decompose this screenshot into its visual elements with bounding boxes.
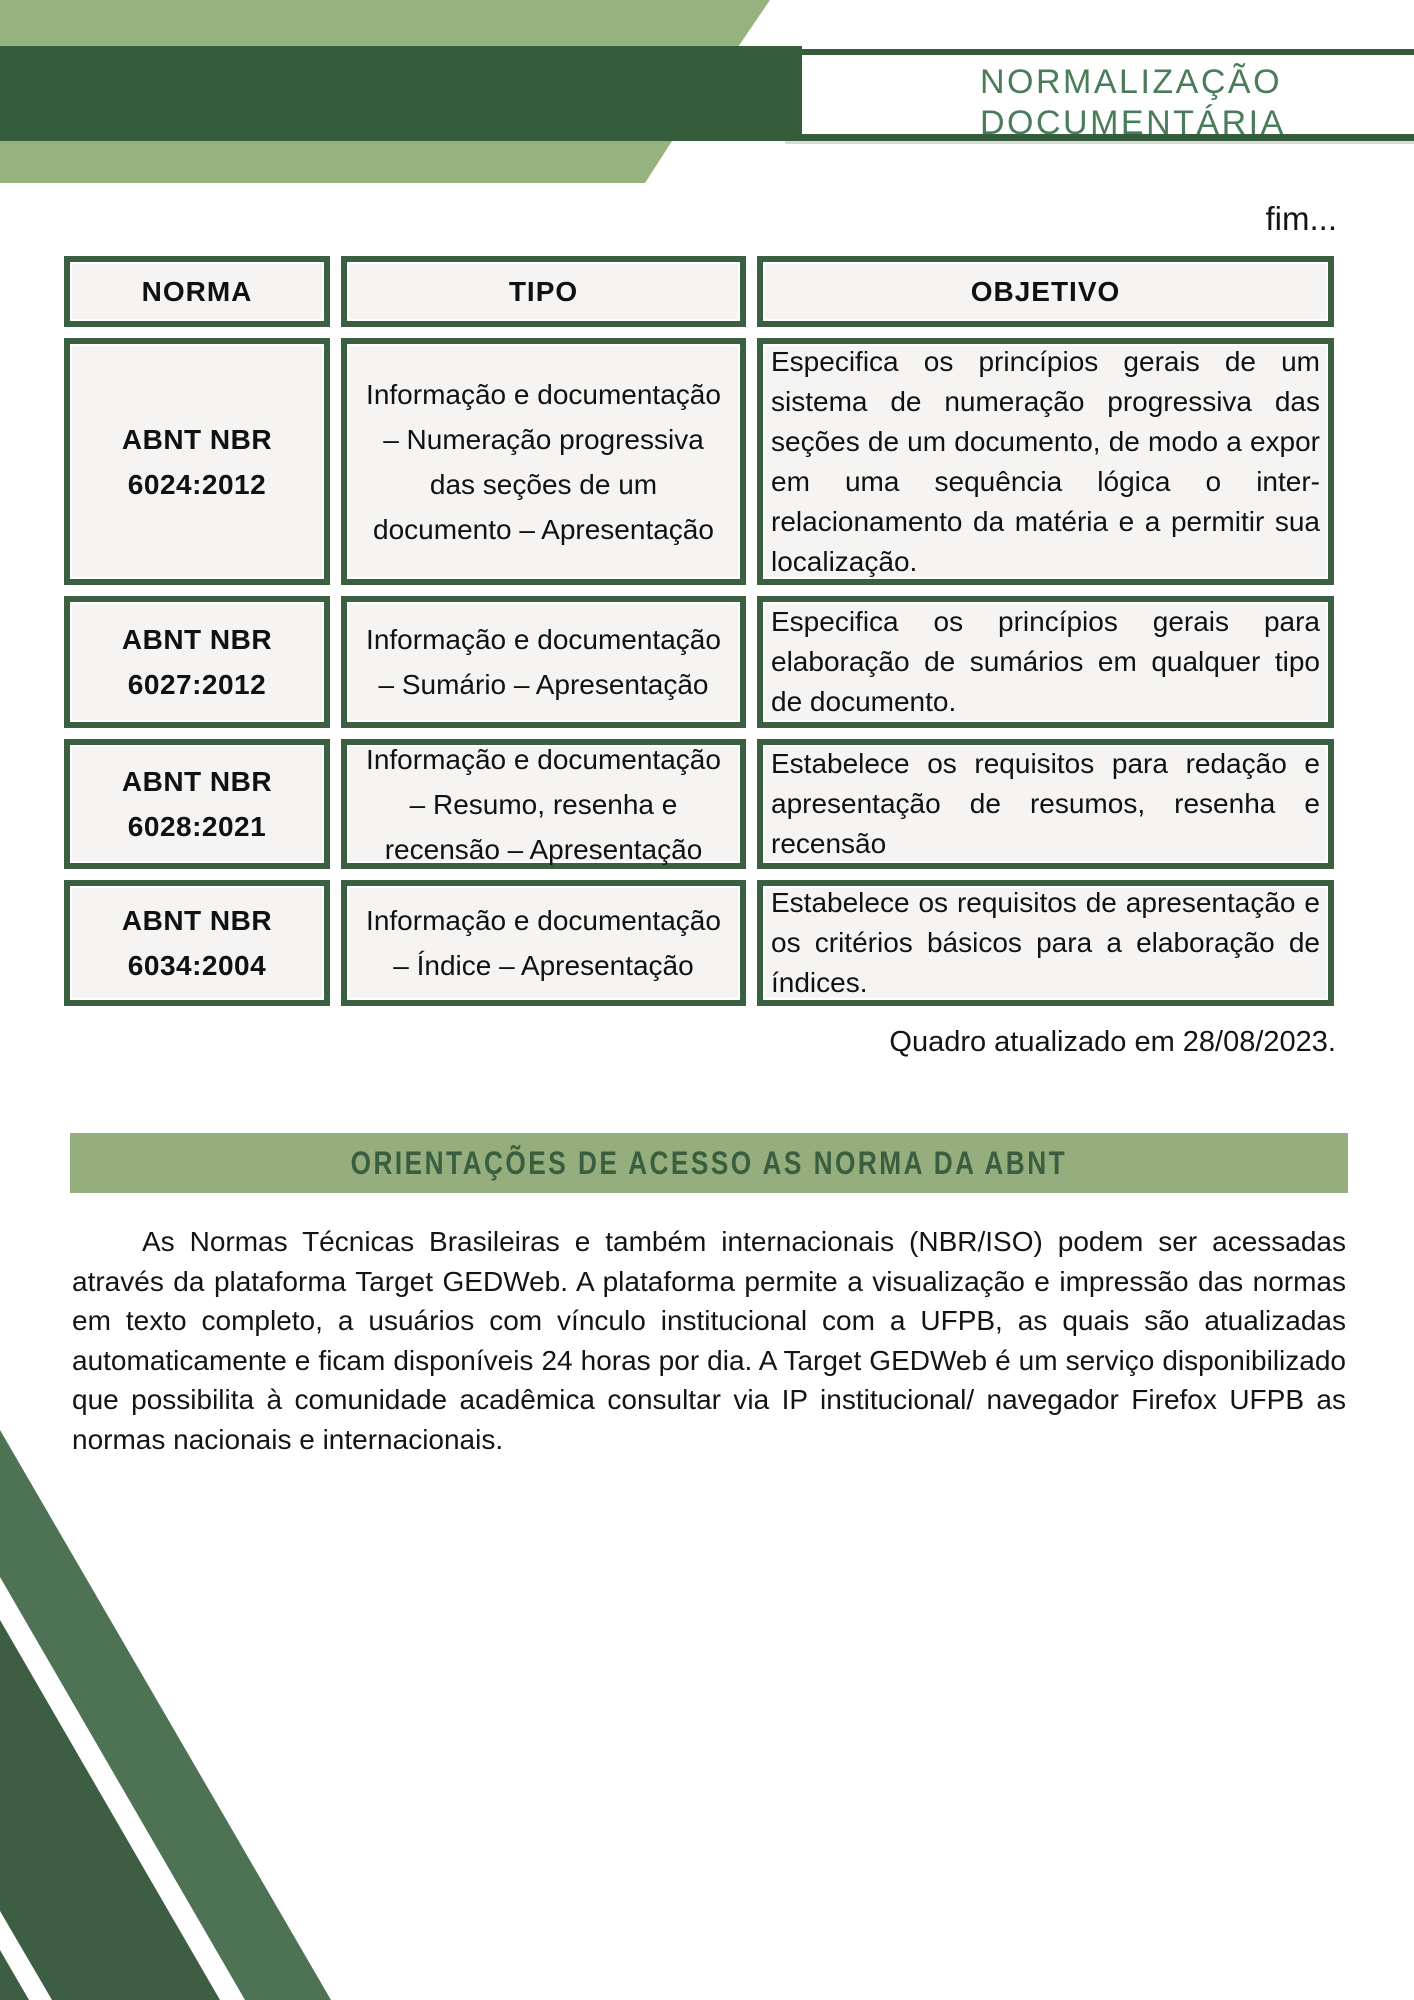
section-heading-banner <box>70 1133 1348 1193</box>
table-row-1-tipo: Informação e documentação – Numeração progressiva das seções de um documento – Apresentação <box>341 338 746 585</box>
table-row-2-tipo: Informação e documentação – Sumário – Apresentação <box>341 596 746 728</box>
title-box-top-border <box>802 49 1414 55</box>
page-title-line2: DOCUMENTÁRIA <box>980 104 1286 142</box>
table-caption: Quadro atualizado em 28/08/2023. <box>889 1026 1336 1058</box>
column-header-objetivo: OBJETIVO <box>757 256 1334 327</box>
norma-code-line1: ABNT NBR <box>121 624 273 655</box>
norma-code-line2: 6028:2021 <box>127 811 267 842</box>
table-row-2-objetivo <box>757 596 1334 728</box>
objetivo-text: Especifica os princípios gerais de um sistema de numeração progressiva das seções de um documento, de modo a expor em uma sequência lógica o inter-relacionamento da matéria e a permitir sua localização. <box>771 345 1320 577</box>
header-sage-band-bottom <box>0 141 672 183</box>
objetivo-text: Especifica os princípios gerais para elaboração de sumários em qualquer tipo de documento. <box>771 606 1320 717</box>
table-row-4-tipo: Informação e documentação – Índice – Apresentação <box>341 880 746 1006</box>
section-heading: ORIENTAÇÕES DE ACESSO AS NORMA DA ABNT <box>350 1144 1068 1181</box>
norma-code-line2: 6024:2012 <box>127 468 267 500</box>
page-title-line1: NORMALIZAÇÃO <box>980 63 1283 101</box>
objetivo-text: Estabelece os requisitos de apresentação e os critérios básicos para a elaboração de índices. <box>771 887 1320 998</box>
table-row-1-norma <box>64 338 330 585</box>
body-paragraph: As Normas Técnicas Brasileiras e também internacionais (NBR/ISO) podem ser acessadas através da plataforma Target GEDWeb. A plataforma permite a visualização e impressão das normas em texto completo, a usuários com vínculo institucional com a UFPB, as quais são atualizadas automaticamente e ficam disponíveis 24 horas por dia. A Target GEDWeb é um serviço disponibilizado que possibilita à comunidade acadêmica consultar via IP institucional/ navegador Firefox UFPB as normas nacionais e internacionais. <box>72 1226 1346 1455</box>
table-row-3-norma <box>64 739 330 869</box>
table-row-2-norma <box>64 596 330 728</box>
norma-code-line1: ABNT NBR <box>121 423 273 455</box>
norma-code-line2: 6034:2004 <box>127 950 267 981</box>
table-row-3-tipo: Informação e documentação – Resumo, resenha e recensão – Apresentação <box>341 739 746 869</box>
header-dark-band <box>0 46 802 141</box>
column-header-tipo: TIPO <box>341 256 746 327</box>
table-row-4-objetivo <box>757 880 1334 1006</box>
table-row-3-objetivo <box>757 739 1334 869</box>
table-row-4-norma <box>64 880 330 1006</box>
norma-code-line1: ABNT NBR <box>121 766 273 797</box>
table-row-1-objetivo <box>757 338 1334 585</box>
column-header-norma: NORMA <box>64 256 330 327</box>
page-title <box>980 62 1286 144</box>
standards-table <box>64 256 1334 1006</box>
objetivo-text: Estabelece os requisitos para redação e apresentação de resumos, resenha e recensão <box>771 748 1320 859</box>
norma-code-line2: 6027:2012 <box>127 669 267 700</box>
continuation-marker: fim... <box>1265 200 1337 237</box>
header-sage-band-top <box>0 0 770 47</box>
norma-code-line1: ABNT NBR <box>121 905 273 936</box>
bottom-corner-triangle <box>0 1950 29 2000</box>
